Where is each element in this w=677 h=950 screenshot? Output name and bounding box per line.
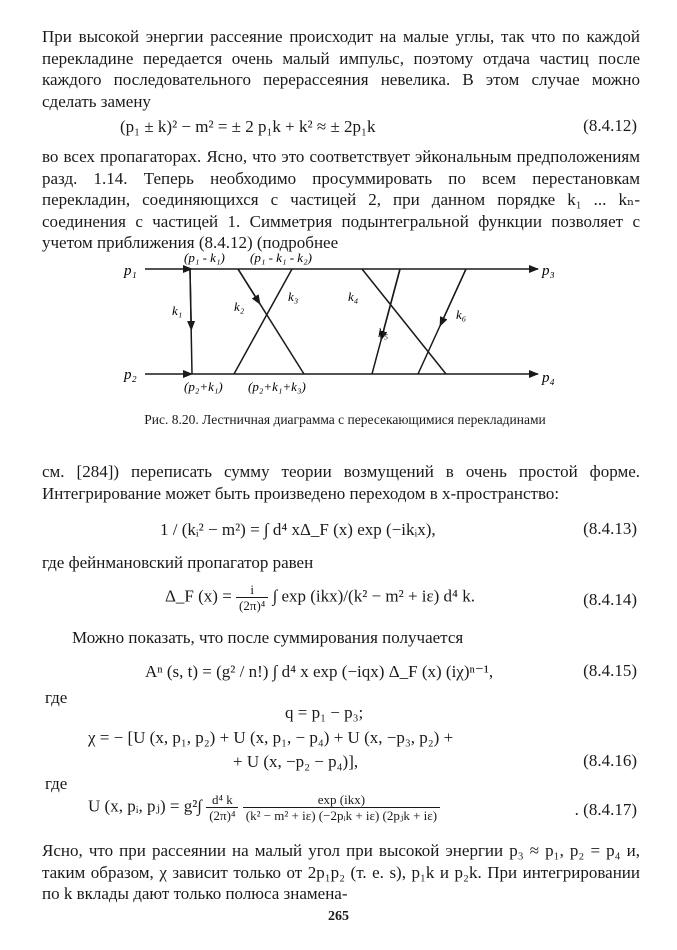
label-k1: k₁ [172,303,183,318]
eq-8-4-17-lhs: U (x, pᵢ, pⱼ) = g²∫ [88,796,202,816]
equation-8-4-13: 1 / (kᵢ² − m²) = ∫ d⁴ xΔ_F (x) exp (−ikᵢx), [160,520,436,539]
where-label-2: где [45,774,68,793]
label-k2: k₂ [234,299,245,314]
equation-8-4-16-line3: + U (x, −p₂ − p₄)], [233,752,359,771]
equation-number-8-4-16: (8.4.16) [583,751,637,770]
label-k6: k₆ [456,307,467,322]
eq-8-4-14-rhs: ∫ exp (ikx)/(k² − m² + iε) d⁴ k. [272,586,475,606]
label-bot-b: (p₂+k₁+k₃) [248,379,306,394]
eq-8-4-17-fraction-1: $\frac{\text{d⁴ k}}{\text{(2π)⁴}}$ [206,792,238,823]
label-p2: p₂ [124,367,137,383]
label-k5: k₅ [378,325,389,340]
label-k3: k₃ [288,289,299,304]
label-p4: p₄ [542,370,555,386]
where-label-1: где [45,688,68,707]
paragraph-feynman: где фейнмановский пропагатор равен [42,553,314,572]
equation-number-8-4-17: . (8.4.17) [574,800,637,819]
label-bot-a: (p₂+k₁) [184,379,223,394]
figure-caption: Рис. 8.20. Лестничная диаграмма с пересекающимися перекладинами [144,412,546,427]
equation-8-4-15: Aⁿ (s, t) = (g² / n!) ∫ d⁴ x exp (−iqx) Δ_F (x) (iχ)ⁿ⁻¹, [145,662,494,681]
label-top-a: (p₁ - k₁) [184,250,225,265]
ladder-diagram [110,245,580,405]
equation-number-8-4-15: (8.4.15) [583,661,637,680]
paragraph-x-space: см. [284]) переписать сумму теории возмущений в очень простой форме. Интегрирование может быть произведено переходом в x-пространство: [42,462,640,503]
paragraph-intro: При высокой энергии рассеяние происходит на малые углы, так что по каждой перекладине передается очень малый импульс, поэтому отдача частиц после каждого последовательного перерассеяния невелика. В этом случае можно сделать замену [42,27,640,111]
paragraph-summation: Можно показать, что после суммирования получается [72,628,464,647]
equation-8-4-16-line1: q = p₁ − p₃; [285,703,364,722]
paragraph-propagators: во всех пропагаторах. Ясно, что это соответствует эйкональным предположениям разд. 1.14. Теперь необходимо просуммировать по всем перестановкам перекладин, соединяющихся с частицей 2, при данном порядке k₁ ... kₙ-соединения с частицей 1. Симметрия подынтегральной функции позволяет с учетом приближения (8.4.12) (подробнее [42,147,640,252]
label-top-b: (p₁ - k₁ - k₂) [250,250,312,265]
equation-8-4-12: (p₁ ± k)² − m² = ± 2 p₁k + k² ≈ ± 2p₁k [120,117,376,136]
eq-8-4-14-lhs: Δ_F (x) = [165,586,232,606]
equation-number-8-4-14: (8.4.14) [583,590,637,609]
eq-8-4-14-fraction: $\frac{i}{\text{(2π)⁴}}$ [236,582,268,613]
label-p1: p₁ [124,263,137,279]
equation-8-4-14 [165,582,475,613]
page-number: 265 [328,909,349,924]
label-p3: p₃ [542,263,555,279]
equation-8-4-17 [88,792,440,823]
label-k4: k₄ [348,289,359,304]
equation-8-4-16-line2: χ = − [U (x, p₁, p₂) + U (x, p₁, − p₄) + U (x, −p₃, p₂) + [88,728,454,747]
rung-k4 [362,269,446,374]
eq-8-4-17-fraction-2: $\frac{\text{exp (ikx)}}{\text{(k² − m² + iε) (−2pᵢk + iε) (2pⱼk + iε)}}$ [243,792,440,823]
rung-k3 [234,269,292,374]
equation-number-8-4-13: (8.4.13) [583,519,637,538]
equation-number-8-4-12: (8.4.12) [583,116,637,135]
paragraph-conclusion: Ясно, что при рассеянии на малый угол при высокой энергии p₃ ≈ p₁, p₂ = p₄ и, таким образом, χ зависит только от 2p₁p₂ (т. е. s), p₁k и p₂k. При интегрировании по k вклады дают только полюса знамена- [42,841,640,903]
